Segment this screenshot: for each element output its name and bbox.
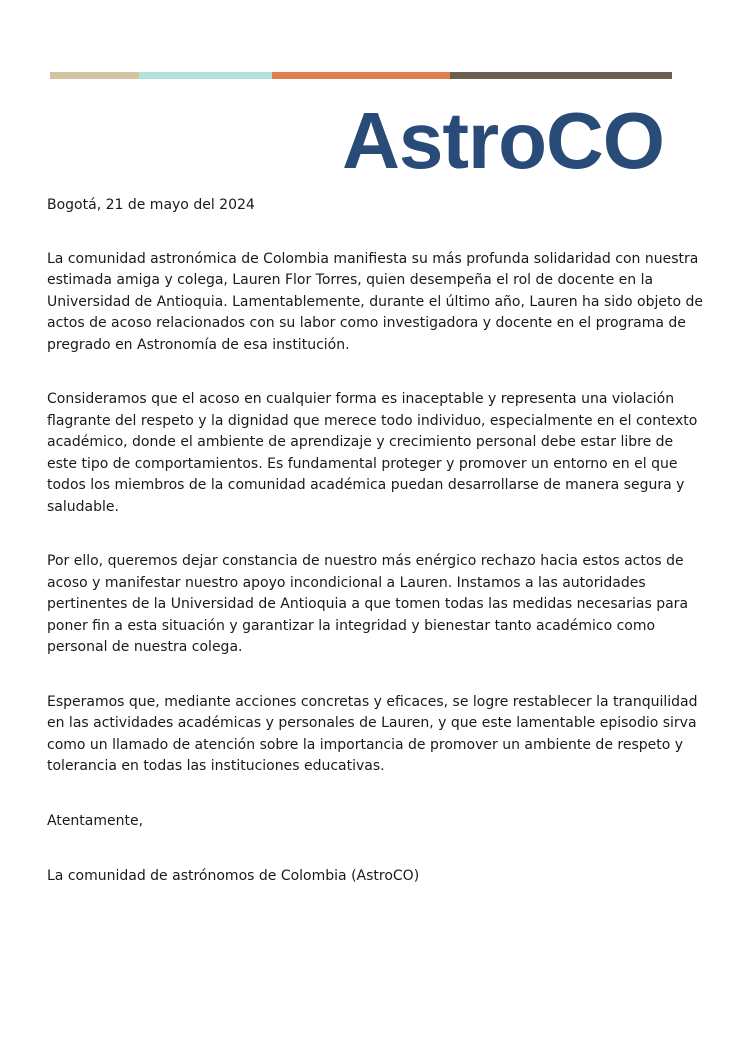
header-color-bar — [50, 72, 672, 79]
letter-paragraph: Por ello, queremos dejar constancia de nuestro más enérgico rechazo hacia estos actos de acoso y manifestar nuestro apoyo incondicional a Lauren. Instamos a las autoridades pertinentes de la Universidad de Antioquia a que tomen todas las medidas necesarias para poner fin a esta situación y garantizar la integridad y bienestar tanto académico como personal de nuestra colega. — [47, 553, 689, 655]
color-bar-segment-orange — [272, 72, 450, 79]
letter-paragraph: La comunidad astronómica de Colombia manifiesta su más profunda solidaridad con nuestra estimada amiga y colega, Lauren Flor Torres, quien desempeña el rol de docente en la Universidad de Antioquia. Lamentablemente, durante el último año, Lauren ha sido objeto de actos de acoso relacionados con su labor como investigadora y docente en el programa de pregrado en Astronomía de esa institución. — [47, 250, 703, 353]
letter-paragraph: Consideramos que el acoso en cualquier forma es inaceptable y representa una violación flagrante del respeto y la dignidad que merece todo individuo, especialmente en el contexto académico, donde el ambiente de aprendizaje y crecimiento personal debe estar libre de este tipo de comportamientos. Es fundamental proteger y promover un entorno en el que todos los miembros de la comunidad académica puedan desarrollarse de manera segura y saludable. — [47, 391, 698, 515]
letter-body — [47, 195, 707, 888]
letter-closing: Atentamente, — [47, 812, 144, 829]
astroco-logo: AstroCO — [342, 96, 664, 185]
letter-paragraph: Esperamos que, mediante acciones concretas y eficaces, se logre restablecer la tranquilidad en las actividades académicas y personales de Lauren, y que este lamentable episodio sirva como un llamado de atención sobre la importancia de promover un ambiente de respeto y tolerancia en todas las instituciones educativas. — [47, 693, 698, 774]
letter-signature: La comunidad de astrónomos de Colombia (AstroCO) — [47, 868, 420, 884]
color-bar-segment-beige — [50, 72, 139, 79]
color-bar-segment-mint — [139, 72, 272, 79]
color-bar-segment-brown — [450, 72, 672, 79]
letter-date: Bogotá, 21 de mayo del 2024 — [47, 197, 255, 213]
